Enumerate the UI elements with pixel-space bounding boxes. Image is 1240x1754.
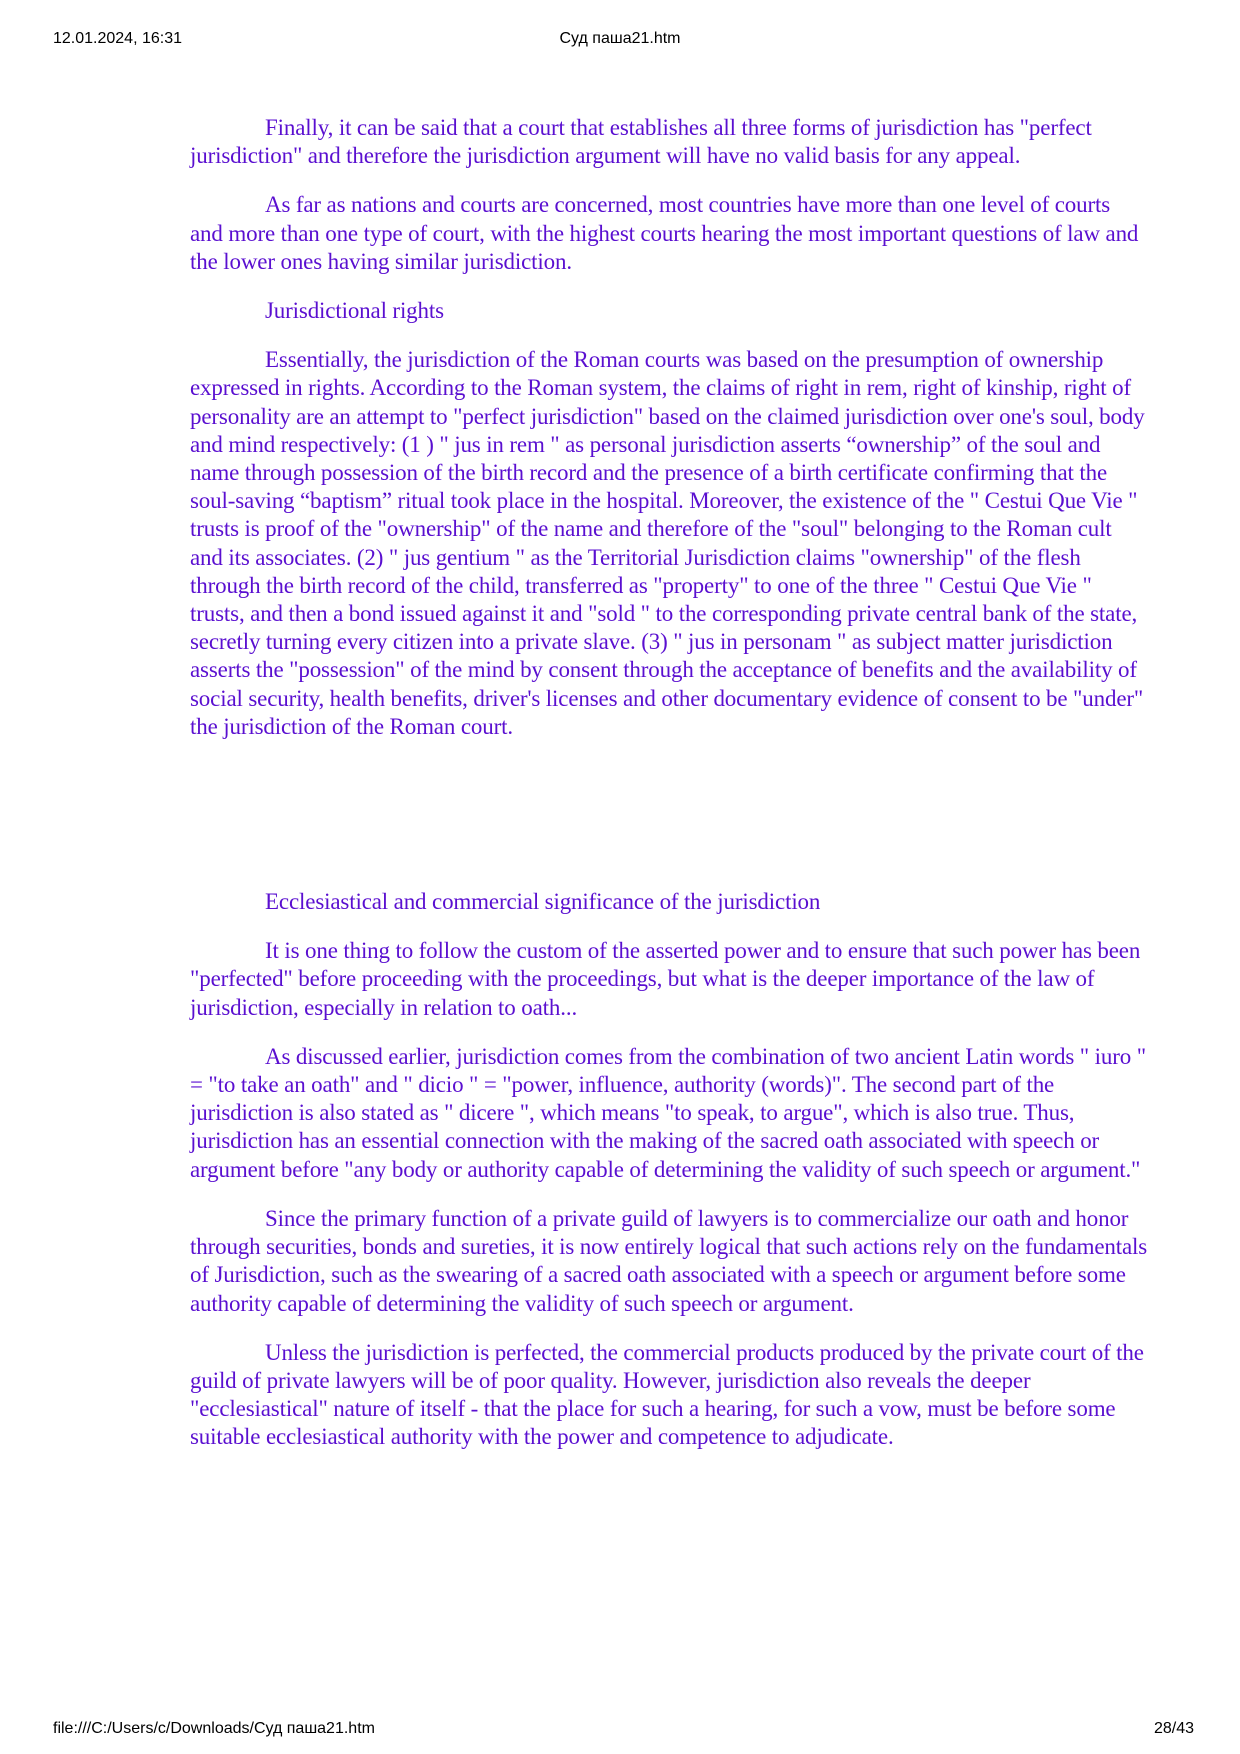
heading-jurisdictional-rights: Jurisdictional rights: [265, 298, 444, 324]
blank-space: [190, 762, 1148, 888]
paragraph-ecclesiastical-nature: Unless the jurisdiction is perfected, the commercial products produced by the private court of the guild of private lawyers will be of poor quality. However, jurisdiction also reveals the deeper "ecclesiastical" nature of itself - that the place for such a hearing, for such a vow, must be before some suitable ecclesiastical authority with the power and competence to adjudicate.: [190, 1339, 1144, 1450]
paragraph-guild-of-lawyers: Since the primary function of a private guild of lawyers is to commercialize our oath and honor through securities, bonds and sureties, it is now entirely logical that such actions rely on the fundamentals of Jurisdiction, such as the swearing of a sacred oath associated with a speech or argument before some authority capable of determining the validity of such speech or argument.: [190, 1205, 1148, 1316]
document-title: Суд паша21.htm: [559, 30, 681, 47]
paragraph-latin-origin: As discussed earlier, jurisdiction comes from the combination of two ancient Latin words " iuro " = "to take an oath" and " dicio " = "power, influence, authority (words)". The second part of the jurisdiction is also stated as " dicere ", which means "to speak, to argue", which is also true. Thus, jurisdiction has an essential connection with the making of the sacred oath associated with speech or argument before "any body or authority capable of determining the validity of such speech or argument.": [190, 1043, 1146, 1182]
paragraph-perfect-jurisdiction: Finally, it can be said that a court that establishes all three forms of jurisdiction has "perfect jurisdiction" and therefore the jurisdiction argument will have no valid basis for any appeal.: [190, 115, 1092, 169]
file-url: file:///C:/Users/c/Downloads/Суд паша21.htm: [53, 1720, 375, 1737]
paragraph-roman-courts: Essentially, the jurisdiction of the Roman courts was based on the presumption of ownership expressed in rights. According to the Roman system, the claims of right in rem, right of kinship, right of personality are an attempt to "perfect jurisdiction" based on the claimed jurisdiction over one's soul, body and mind respectively: (1 ) " jus in rem " as personal jurisdiction asserts “ownership” of the soul and name through possession of the birth record and the presence of a birth certificate confirming that the soul-saving “baptism” ritual took place in the hospital. Moreover, the existence of the " Cestui Que Vie " trusts is proof of the "ownership" of the name and therefore of the "soul" belonging to the Roman cult and its associates. (2) " jus gentium " as the Territorial Jurisdiction claims "ownership" of the flesh through the birth record of the child, transferred as "property" to one of the three " Cestui Que Vie " trusts, and then a bond issued against it and "sold " to the corresponding private central bank of the state, secretly turning every citizen into a private slave. (3) " jus in personam " as subject matter jurisdiction asserts the "possession" of the mind by consent through the acceptance of benefits and the availability of social security, health benefits, driver's licenses and other documentary evidence of consent to be "under" the jurisdiction of the Roman court.: [190, 347, 1145, 739]
paragraph-custom-of-power: It is one thing to follow the custom of the asserted power and to ensure that such power has been "perfected" before proceeding with the proceedings, but what is the deeper importance of the law of jurisdiction, especially in relation to oath...: [190, 938, 1141, 1020]
heading-ecclesiastical-significance: Ecclesiastical and commercial significance of the jurisdiction: [265, 889, 821, 915]
page-number: 28/43: [1153, 1720, 1194, 1737]
paragraph-courts-levels: As far as nations and courts are concerned, most countries have more than one level of courts and more than one type of court, with the highest courts hearing the most important questions of law and the lower ones having similar jurisdiction.: [190, 192, 1139, 274]
print-date: 12.01.2024, 16:31: [53, 30, 183, 47]
page-content: [190, 114, 1148, 1473]
